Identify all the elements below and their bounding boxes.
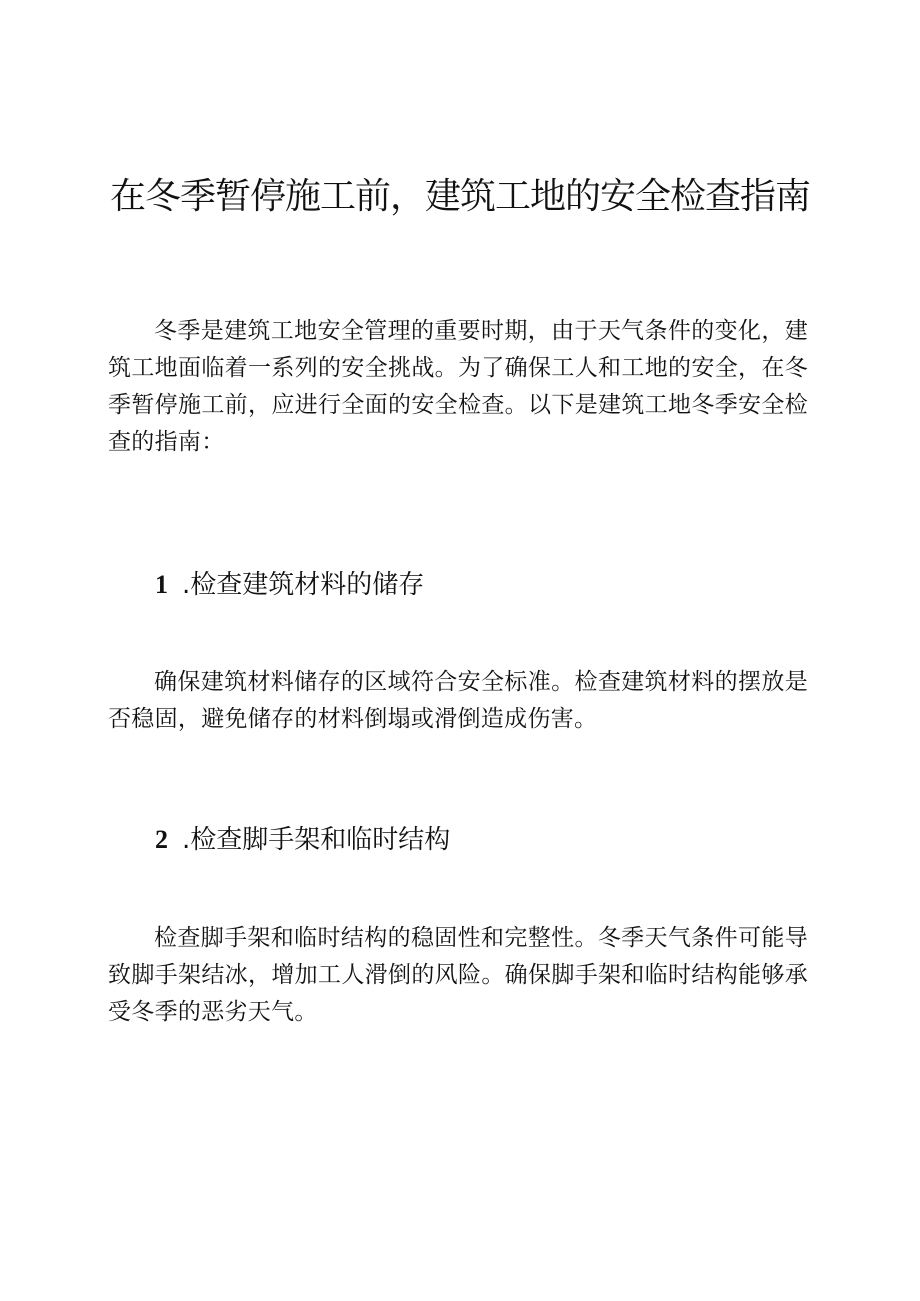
section-number: 2 (155, 825, 168, 854)
section-heading-2 (155, 822, 450, 858)
intro-paragraph: 冬季是建筑工地安全管理的重要时期，由于天气条件的变化，建筑工地面临着一系列的安全挑战。为了确保工人和工地的安全，在冬季暂停施工前，应进行全面的安全检查。以下是建筑工地冬季安全检查的指南： (108, 318, 808, 455)
section-heading-text: .检查脚手架和临时结构 (182, 825, 451, 855)
document-title: 在冬季暂停施工前，建筑工地的安全检查指南 (110, 176, 811, 217)
section-body-1: 确保建筑材料储存的区域符合安全标准。检查建筑材料的摆放是否稳固，避免储存的材料倒塌或滑倒造成伤害。 (108, 669, 808, 732)
section-heading-text: .检查建筑材料的储存 (182, 570, 425, 600)
section-number: 1 (155, 570, 168, 599)
section-heading-1 (155, 567, 424, 603)
section-body-2: 检查脚手架和临时结构的稳固性和完整性。冬季天气条件可能导致脚手架结冰，增加工人滑倒的风险。确保脚手架和临时结构能够承受冬季的恶劣天气。 (108, 925, 808, 1025)
